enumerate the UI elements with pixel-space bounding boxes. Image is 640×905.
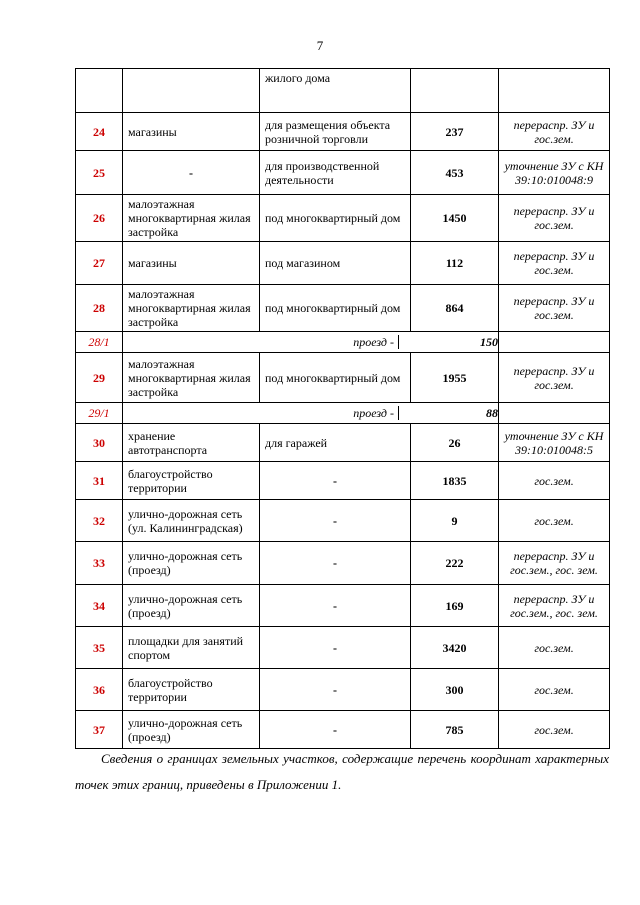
row-number-cell: 34 [76, 585, 123, 627]
use-cell: улично-дорожная сеть (проезд) [123, 585, 260, 627]
purpose-cell: - [260, 462, 411, 500]
use-cell: благоустройство территории [123, 669, 260, 711]
note-cell: перераспр. ЗУ и гос.зем. [499, 195, 610, 242]
table-row [76, 711, 610, 749]
table-row [76, 285, 610, 332]
page-number: 7 [316, 38, 324, 53]
purpose-cell: под многоквартирный дом [260, 353, 411, 403]
row-number-cell [76, 69, 123, 113]
note-cell: перераспр. ЗУ и гос.зем. [499, 242, 610, 285]
subrow-label: проезд - [123, 335, 399, 349]
area-cell: 453 [411, 151, 499, 195]
note-cell: перераспр. ЗУ и гос.зем., гос. зем. [499, 585, 610, 627]
area-cell: 112 [411, 242, 499, 285]
area-cell: 237 [411, 113, 499, 151]
use-cell [123, 69, 260, 113]
note-cell [499, 403, 610, 424]
area-cell: 3420 [411, 627, 499, 669]
row-number-cell: 24 [76, 113, 123, 151]
table-row [76, 151, 610, 195]
table-row [76, 500, 610, 542]
note-cell: гос.зем. [499, 627, 610, 669]
purpose-cell: под многоквартирный дом [260, 285, 411, 332]
note-cell: гос.зем. [499, 462, 610, 500]
purpose-cell: под магазином [260, 242, 411, 285]
purpose-cell: - [260, 711, 411, 749]
table-row [76, 462, 610, 500]
purpose-cell: - [260, 500, 411, 542]
table-row [76, 69, 610, 113]
row-number-cell: 36 [76, 669, 123, 711]
area-cell [411, 69, 499, 113]
table-row [76, 542, 610, 585]
purpose-cell: - [260, 627, 411, 669]
area-cell: 169 [411, 585, 499, 627]
purpose-cell: для гаражей [260, 424, 411, 462]
purpose-cell: - [260, 542, 411, 585]
table-subrow [76, 332, 610, 353]
note-cell: гос.зем. [499, 711, 610, 749]
boundary-info-paragraph: Сведения о границах земельных участков, содержащие перечень координат характерных точек этих границ, приведены в Приложении 1. [75, 751, 609, 792]
row-number-cell: 28/1 [76, 332, 123, 353]
note-cell [499, 332, 610, 353]
use-cell: магазины [123, 113, 260, 151]
note-cell: гос.зем. [499, 669, 610, 711]
row-number-cell: 25 [76, 151, 123, 195]
row-number-cell: 27 [76, 242, 123, 285]
table-row [76, 195, 610, 242]
use-cell: хранение автотранспорта [123, 424, 260, 462]
use-cell: площадки для занятий спортом [123, 627, 260, 669]
row-number-cell: 35 [76, 627, 123, 669]
note-cell: перераспр. ЗУ и гос.зем., гос. зем. [499, 542, 610, 585]
row-number-cell: 29 [76, 353, 123, 403]
purpose-cell: - [260, 585, 411, 627]
row-number-cell: 30 [76, 424, 123, 462]
table-subrow [76, 403, 610, 424]
subrow-label-cell [123, 332, 499, 353]
use-cell: малоэтажная многоквартирная жилая застройка [123, 285, 260, 332]
purpose-cell: под многоквартирный дом [260, 195, 411, 242]
area-cell: 300 [411, 669, 499, 711]
table-row [76, 242, 610, 285]
subrow-label: проезд - [123, 406, 399, 420]
note-cell: уточнение ЗУ с КН 39:10:010048:9 [499, 151, 610, 195]
land-plots-table [75, 68, 610, 749]
table-row [76, 424, 610, 462]
area-cell: 864 [411, 285, 499, 332]
row-number-cell: 29/1 [76, 403, 123, 424]
note-cell: перераспр. ЗУ и гос.зем. [499, 113, 610, 151]
subrow-label-cell [123, 403, 499, 424]
purpose-cell: для производственной деятельности [260, 151, 411, 195]
table-row [76, 113, 610, 151]
note-cell: уточнение ЗУ с КН 39:10:010048:5 [499, 424, 610, 462]
row-number-cell: 26 [76, 195, 123, 242]
table-row [76, 353, 610, 403]
note-cell: перераспр. ЗУ и гос.зем. [499, 353, 610, 403]
subrow-area: 150 [480, 335, 498, 349]
area-cell: 9 [411, 500, 499, 542]
note-cell [499, 69, 610, 113]
note-cell: гос.зем. [499, 500, 610, 542]
row-number-cell: 33 [76, 542, 123, 585]
use-cell: улично-дорожная сеть (проезд) [123, 711, 260, 749]
table-row [76, 585, 610, 627]
row-number-cell: 37 [76, 711, 123, 749]
use-cell: - [123, 151, 260, 195]
area-cell: 1955 [411, 353, 499, 403]
area-cell: 26 [411, 424, 499, 462]
area-cell: 1835 [411, 462, 499, 500]
table-row [76, 669, 610, 711]
purpose-cell: жилого дома [260, 69, 411, 113]
table-row [76, 627, 610, 669]
use-cell: малоэтажная многоквартирная жилая застройка [123, 353, 260, 403]
use-cell: магазины [123, 242, 260, 285]
row-number-cell: 32 [76, 500, 123, 542]
row-number-cell: 31 [76, 462, 123, 500]
use-cell: улично-дорожная сеть (проезд) [123, 542, 260, 585]
purpose-cell: для размещения объекта розничной торговли [260, 113, 411, 151]
note-cell: перераспр. ЗУ и гос.зем. [499, 285, 610, 332]
subrow-area: 88 [486, 406, 498, 420]
use-cell: улично-дорожная сеть (ул. Калининградская) [123, 500, 260, 542]
row-number-cell: 28 [76, 285, 123, 332]
area-cell: 1450 [411, 195, 499, 242]
use-cell: благоустройство территории [123, 462, 260, 500]
purpose-cell: - [260, 669, 411, 711]
area-cell: 785 [411, 711, 499, 749]
area-cell: 222 [411, 542, 499, 585]
use-cell: малоэтажная многоквартирная жилая застройка [123, 195, 260, 242]
